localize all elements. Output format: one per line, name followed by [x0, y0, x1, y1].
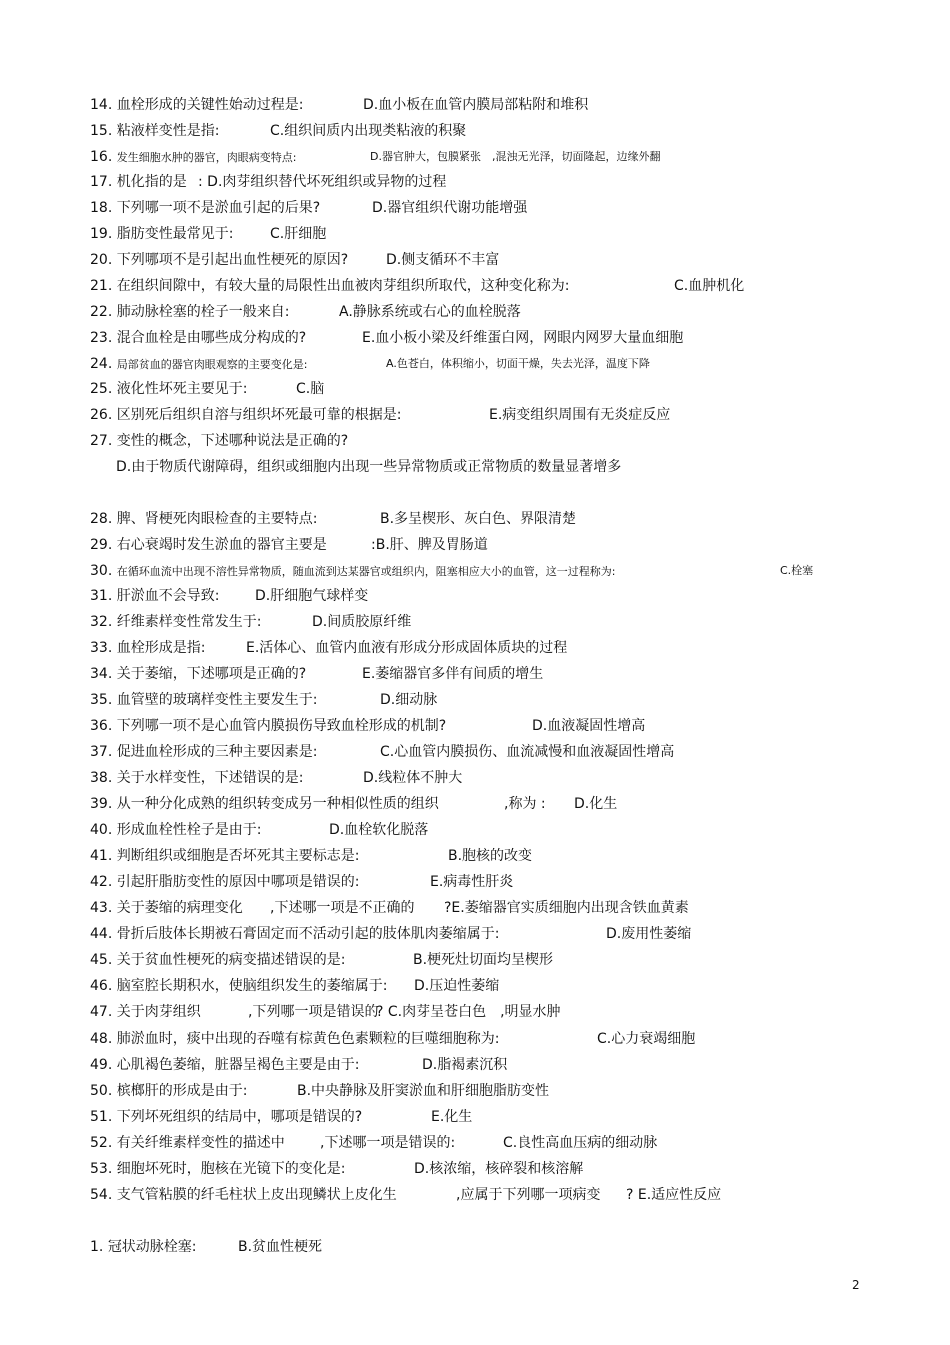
- item-question: 关于贫血性梗死的病变描述错误的是:: [116, 952, 346, 968]
- item-answer: D.器官肿大，包膜紧张 ,混浊无光泽，切面隆起，边缘外翻: [370, 150, 661, 163]
- item-answer: C.组织间质内出现类粘液的积聚: [270, 123, 467, 139]
- item-answer: D.血液凝固性增高: [532, 718, 646, 734]
- item-number: 26.: [90, 407, 113, 423]
- question-item: [90, 148, 661, 167]
- item-answer: D.侧支循环不丰富: [386, 252, 500, 268]
- item-number: 43.: [90, 900, 113, 916]
- item-answer: D.核浓缩，核碎裂和核溶解: [414, 1161, 584, 1177]
- item-question: 在组织间隙中，有较大量的局限性出血被肉芽组织所取代，这种变化称为:: [116, 278, 570, 294]
- item-answer: D.肝细胞气球样变: [255, 588, 369, 604]
- item-question: 关于萎缩，下述哪项是正确的?: [116, 666, 307, 682]
- item-answer: : D.肉芽组织替代坏死组织或异物的过程: [198, 174, 447, 190]
- item-question: 下列哪一项不是淤血引起的后果?: [116, 200, 321, 216]
- item-question: 在循环血流中出现不溶性异常物质，随血流到达某器官或组织内，阻塞相应大小的血管，这一过程称为:: [116, 565, 616, 578]
- item-number: 23.: [90, 330, 113, 346]
- question-item: [90, 562, 814, 581]
- question-item: [90, 1238, 323, 1256]
- item-answer: :B.肝、脾及胃肠道: [371, 537, 488, 553]
- item-question: 下列坏死组织的结局中，哪项是错误的?: [116, 1109, 363, 1125]
- question-item: [90, 406, 671, 424]
- question-item: [90, 847, 533, 865]
- item-question: 发生细胞水肿的器官，肉眼病变特点:: [116, 151, 297, 164]
- item-answer-extra: ?E.萎缩器官实质细胞内出现含铁血黄素: [444, 900, 689, 916]
- item-number: 14.: [90, 97, 113, 113]
- item-number: 47.: [90, 1004, 113, 1020]
- item-answer-extra: C.良性高血压病的细动脉: [503, 1135, 658, 1151]
- item-number: 37.: [90, 744, 113, 760]
- item-answer-extra: ? C.肉芽呈苍白色 ,明显水肿: [376, 1004, 561, 1020]
- item-answer: ,应属于下列哪一项病变: [456, 1187, 601, 1203]
- item-question: 区别死后组织自溶与组织坏死最可靠的根据是:: [116, 407, 402, 423]
- item-number: 41.: [90, 848, 113, 864]
- question-item: [90, 821, 429, 839]
- question-item: [90, 303, 521, 321]
- question-item: [90, 1003, 561, 1021]
- item-number: 27.: [90, 433, 113, 449]
- question-item: [90, 1082, 550, 1100]
- item-question: 下列哪项不是引起出血性梗死的原因?: [116, 252, 349, 268]
- question-item: [90, 1030, 696, 1048]
- item-question: 槟榔肝的形成是由于:: [116, 1083, 248, 1099]
- question-item: [90, 251, 500, 269]
- item-answer: C.肝细胞: [270, 226, 327, 242]
- page-number: 2: [852, 1278, 860, 1292]
- question-item: [90, 1134, 658, 1152]
- item-answer: B.胞核的改变: [448, 848, 533, 864]
- item-answer: C.心血管内膜损伤、血流减慢和血液凝固性增高: [380, 744, 675, 760]
- item-number: 51.: [90, 1109, 113, 1125]
- item-question: 下列哪一项不是心血管内膜损伤导致血栓形成的机制?: [116, 718, 447, 734]
- question-item: [90, 199, 528, 217]
- question-item: [90, 925, 692, 943]
- item-number: 29.: [90, 537, 113, 553]
- item-number: 35.: [90, 692, 113, 708]
- item-answer-extra: D.化生: [574, 796, 618, 812]
- item-number: 32.: [90, 614, 113, 630]
- item-number: 1.: [90, 1239, 104, 1255]
- question-item: [90, 277, 745, 295]
- item-answer: B.梗死灶切面均呈楔形: [413, 952, 554, 968]
- item-answer: A.色苍白，体积缩小，切面干燥，失去光泽，温度下降: [386, 357, 650, 370]
- item-question: 脂肪变性最常见于:: [116, 226, 234, 242]
- question-item: [90, 717, 646, 735]
- item-question: 混合血栓是由哪些成分构成的?: [116, 330, 307, 346]
- item-number: 39.: [90, 796, 113, 812]
- item-question: 右心衰竭时发生淤血的器官主要是: [116, 537, 327, 553]
- item-number: 30.: [90, 563, 113, 579]
- item-question: 脑室腔长期积水，使脑组织发生的萎缩属于:: [116, 978, 388, 994]
- item-question: 血管壁的玻璃样变性主要发生于:: [116, 692, 318, 708]
- question-item: [90, 1056, 508, 1074]
- item-answer: ,下述哪一项是不正确的: [270, 900, 415, 916]
- item-question: 机化指的是: [116, 174, 187, 190]
- item-answer: ,下列哪一项是错误的: [248, 1004, 379, 1020]
- item-answer: D.间质胶原纤维: [312, 614, 412, 630]
- item-question: 肝淤血不会导致:: [116, 588, 220, 604]
- item-answer: E.萎缩器官多伴有间质的增生: [362, 666, 544, 682]
- item-question: 血栓形成是指:: [116, 640, 206, 656]
- item-question: 变性的概念，下述哪种说法是正确的?: [116, 433, 349, 449]
- item-number: 40.: [90, 822, 113, 838]
- item-number: 25.: [90, 381, 113, 397]
- item-question: 粘液样变性是指:: [116, 123, 220, 139]
- item-question: 局部贫血的器官肉眼观察的主要变化是:: [116, 358, 308, 371]
- question-item: [90, 173, 447, 191]
- item-number: 54.: [90, 1187, 113, 1203]
- item-question: 关于肉芽组织: [116, 1004, 201, 1020]
- question-item: [90, 743, 675, 761]
- item-question: 引起肝脂肪变性的原因中哪项是错误的:: [116, 874, 360, 890]
- item-answer-extra: ? E.适应性反应: [626, 1187, 722, 1203]
- item-answer: ,下述哪一项是错误的:: [320, 1135, 456, 1151]
- item-answer: B.贫血性梗死: [238, 1239, 323, 1255]
- item-number: 31.: [90, 588, 113, 604]
- question-item: [90, 899, 689, 917]
- item-number: 45.: [90, 952, 113, 968]
- item-number: 16.: [90, 149, 113, 165]
- item-answer: C.心力衰竭细胞: [597, 1031, 696, 1047]
- item-number: 28.: [90, 511, 113, 527]
- item-question: 形成血栓性栓子是由于:: [116, 822, 262, 838]
- item-answer: E.病毒性肝炎: [430, 874, 514, 890]
- item-question: 心肌褐色萎缩，脏器呈褐色主要是由于:: [116, 1057, 360, 1073]
- item-number: 17.: [90, 174, 113, 190]
- item-number: 34.: [90, 666, 113, 682]
- question-item: [90, 432, 348, 450]
- question-item: [90, 329, 684, 347]
- item-question: 判断组织或细胞是否坏死其主要标志是:: [116, 848, 360, 864]
- item-answer: C.血肿机化: [674, 278, 745, 294]
- item-answer: D.废用性萎缩: [606, 926, 692, 942]
- question-item: [90, 96, 589, 114]
- item-number: 33.: [90, 640, 113, 656]
- item-answer: D.血小板在血管内膜局部粘附和堆积: [363, 97, 589, 113]
- question-item: [90, 510, 577, 528]
- item-answer: C.脑: [296, 381, 325, 397]
- question-item: [90, 795, 618, 813]
- question-item: [90, 691, 438, 709]
- item-question: 关于萎缩的病理变化: [116, 900, 243, 916]
- item-number: 24.: [90, 356, 113, 372]
- item-question: 脾、肾梗死肉眼检查的主要特点:: [116, 511, 318, 527]
- item-number: 22.: [90, 304, 113, 320]
- question-item: [90, 639, 568, 657]
- item-number: 52.: [90, 1135, 113, 1151]
- item-question: 纤维素样变性常发生于:: [116, 614, 262, 630]
- item-question: 骨折后肢体长期被石膏固定而不活动引起的肢体肌肉萎缩属于:: [116, 926, 500, 942]
- item-answer: E.活体心、血管内血液有形成分形成固体质块的过程: [246, 640, 568, 656]
- item-number: 20.: [90, 252, 113, 268]
- question-item: [90, 1160, 584, 1178]
- question-item: [90, 536, 488, 554]
- item-question: 冠状动脉栓塞:: [107, 1239, 197, 1255]
- item-number: 49.: [90, 1057, 113, 1073]
- item-answer: D.线粒体不肿大: [363, 770, 463, 786]
- item-question: D.由于物质代谢障碍，组织或细胞内出现一些异常物质或正常物质的数量显著增多: [116, 459, 622, 475]
- item-question: 有关纤维素样变性的描述中: [116, 1135, 285, 1151]
- question-item: [90, 122, 467, 140]
- item-number: 15.: [90, 123, 113, 139]
- question-item: [90, 665, 544, 683]
- question-item: [90, 1108, 473, 1126]
- item-question: 肺淤血时，痰中出现的吞噬有棕黄色色素颗粒的巨噬细胞称为:: [116, 1031, 500, 1047]
- item-question: 血栓形成的关键性始动过程是:: [116, 97, 304, 113]
- item-number: 44.: [90, 926, 113, 942]
- item-answer: A.静脉系统或右心的血栓脱落: [339, 304, 521, 320]
- question-item: [90, 873, 514, 891]
- item-answer: B.多呈楔形、灰白色、界限清楚: [380, 511, 577, 527]
- item-number: 38.: [90, 770, 113, 786]
- question-item: [90, 225, 327, 243]
- question-item: [90, 769, 463, 787]
- item-answer: E.化生: [431, 1109, 473, 1125]
- item-answer: ,称为 :: [504, 796, 546, 812]
- item-question: 细胞坏死时，胞核在光镜下的变化是:: [116, 1161, 346, 1177]
- item-answer: E.血小板小梁及纤维蛋白网，网眼内网罗大量血细胞: [362, 330, 684, 346]
- item-number: 50.: [90, 1083, 113, 1099]
- item-answer: C.栓塞: [780, 564, 814, 577]
- item-question: 液化性坏死主要见于:: [116, 381, 248, 397]
- item-answer: D.器官组织代谢功能增强: [372, 200, 528, 216]
- item-number: 42.: [90, 874, 113, 890]
- item-question: 从一种分化成熟的组织转变成另一种相似性质的组织: [116, 796, 439, 812]
- item-question: 肺动脉栓塞的栓子一般来自:: [116, 304, 290, 320]
- item-answer: D.压迫性萎缩: [414, 978, 500, 994]
- item-answer: B.中央静脉及肝窦淤血和肝细胞脂肪变性: [297, 1083, 550, 1099]
- item-answer: E.病变组织周围有无炎症反应: [489, 407, 671, 423]
- question-item: [90, 951, 554, 969]
- item-number: 18.: [90, 200, 113, 216]
- item-number: 21.: [90, 278, 113, 294]
- item-question: 促进血栓形成的三种主要因素是:: [116, 744, 318, 760]
- question-item: [90, 613, 412, 631]
- question-item: [116, 458, 621, 476]
- item-question: 支气管粘膜的纤毛柱状上皮出现鳞状上皮化生: [116, 1187, 397, 1203]
- item-number: 53.: [90, 1161, 113, 1177]
- item-number: 19.: [90, 226, 113, 242]
- item-answer: D.脂褐素沉积: [422, 1057, 508, 1073]
- question-item: [90, 1186, 722, 1204]
- item-number: 46.: [90, 978, 113, 994]
- item-question: 关于水样变性，下述错误的是:: [116, 770, 304, 786]
- question-item: [90, 587, 369, 605]
- item-number: 36.: [90, 718, 113, 734]
- question-item: [90, 355, 650, 374]
- item-answer: D.血栓软化脱落: [329, 822, 429, 838]
- question-item: [90, 977, 500, 995]
- item-answer: D.细动脉: [380, 692, 438, 708]
- question-item: [90, 380, 325, 398]
- item-number: 48.: [90, 1031, 113, 1047]
